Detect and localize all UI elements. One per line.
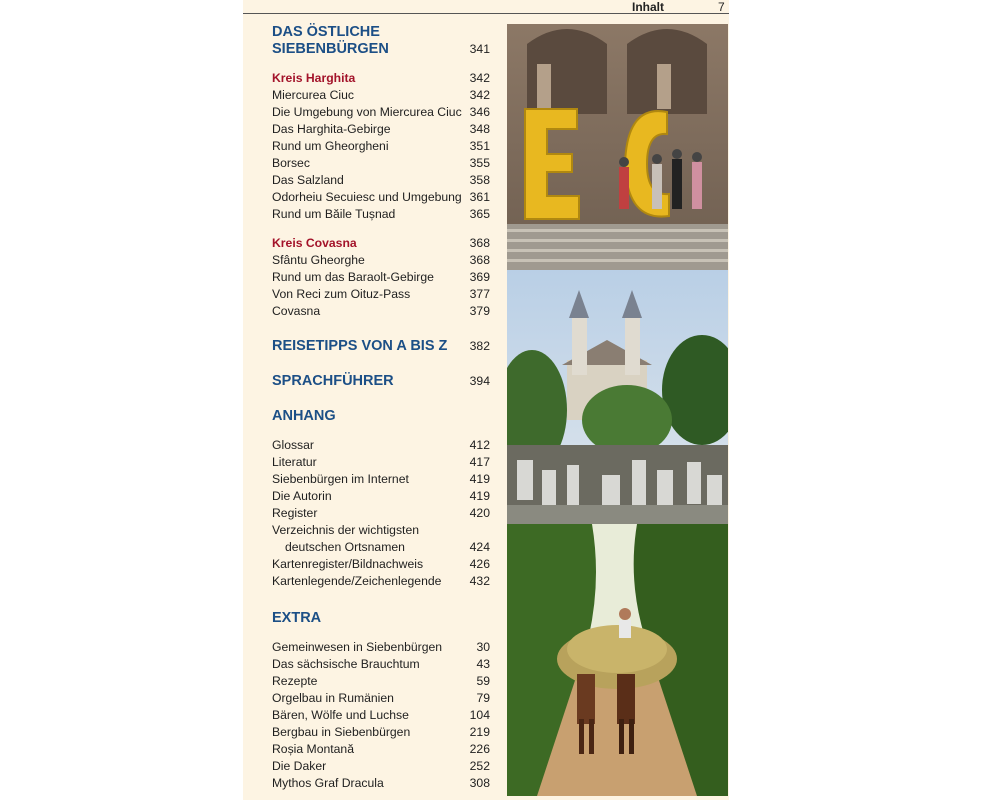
page-ref: 30 [476, 640, 490, 654]
entry-title: Siebenbürgen im Internet [272, 472, 409, 486]
toc-entry[interactable] [272, 189, 492, 206]
toc-entry[interactable] [272, 775, 492, 792]
page-ref: 382 [469, 339, 490, 353]
entry-title: Rund um das Baraolt-Gebirge [272, 270, 434, 284]
toc-entry[interactable] [272, 454, 492, 471]
toc-entry[interactable] [272, 690, 492, 707]
section-title[interactable] [272, 41, 492, 58]
toc-entry[interactable] [272, 724, 492, 741]
toc-entry[interactable] [272, 155, 492, 172]
entry-title: deutschen Ortsnamen [285, 540, 405, 554]
page-ref: 426 [469, 557, 490, 571]
toc-entry[interactable] [272, 505, 492, 522]
page-ref: 419 [469, 472, 490, 486]
page-ref: 361 [469, 190, 490, 204]
entry-title: Die Autorin [272, 489, 332, 503]
section-label: REISETIPPS VON A BIS Z [272, 338, 448, 354]
entry-title: Mythos Graf Dracula [272, 776, 384, 790]
toc-list-harghita [272, 87, 492, 223]
page-ref: 346 [469, 105, 490, 119]
toc-entry[interactable] [272, 121, 492, 138]
section-title[interactable] [272, 610, 492, 627]
toc-subsection[interactable] [272, 70, 492, 87]
section-title-line2: SIEBENBÜRGEN [272, 41, 389, 57]
toc-entry[interactable] [272, 104, 492, 121]
section-title-line1: DAS ÖSTLICHE [272, 24, 380, 40]
page-ref: 79 [476, 691, 490, 705]
toc-entry[interactable] [272, 741, 492, 758]
section-title[interactable] [272, 24, 492, 41]
entry-title: Register [272, 506, 318, 520]
page-ref: 351 [469, 139, 490, 153]
toc-entry[interactable] [272, 87, 492, 104]
section-label: EXTRA [272, 610, 322, 626]
page-ref: 358 [469, 173, 490, 187]
page-ref: 365 [469, 207, 490, 221]
page-ref: 355 [469, 156, 490, 170]
page-ref: 419 [469, 489, 490, 503]
entry-title: Sfântu Gheorghe [272, 253, 365, 267]
entry-title: Verzeichnis der wichtigsten [272, 523, 419, 537]
page-ref: 368 [469, 253, 490, 267]
page-ref: 432 [469, 574, 490, 588]
toc-entry[interactable] [272, 522, 492, 539]
page-ref: 342 [469, 71, 490, 85]
toc-entry[interactable] [272, 269, 492, 286]
running-header: Inhalt [632, 0, 664, 14]
entry-title: Literatur [272, 455, 317, 469]
entry-title: Bären, Wölfe und Luchse [272, 708, 409, 722]
entry-title: Orgelbau in Rumänien [272, 691, 394, 705]
entry-title: Von Reci zum Oituz-Pass [272, 287, 411, 301]
page-ref: 368 [469, 236, 490, 250]
table-of-contents [272, 24, 492, 792]
entry-title: Das Harghita-Gebirge [272, 122, 391, 136]
page-ref: 394 [469, 374, 490, 388]
photo-column [507, 24, 728, 796]
page-ref: 412 [469, 438, 490, 452]
entry-title: Gemeinwesen in Siebenbürgen [272, 640, 443, 654]
page-ref: 226 [469, 742, 490, 756]
section-title[interactable] [272, 373, 492, 390]
entry-title: Das sächsische Brauchtum [272, 657, 420, 671]
entry-title: Roșia Montană [272, 742, 354, 756]
page-ref: 348 [469, 122, 490, 136]
page-ref: 417 [469, 455, 490, 469]
toc-entry[interactable] [272, 252, 492, 269]
toc-subsection[interactable] [272, 235, 492, 252]
page-ref: 420 [469, 506, 490, 520]
section-title[interactable] [272, 338, 492, 355]
section-label: ANHANG [272, 408, 336, 424]
toc-list-anhang [272, 437, 492, 590]
entry-title: Das Salzland [272, 173, 344, 187]
toc-entry[interactable] [272, 639, 492, 656]
page-ref: 59 [476, 674, 490, 688]
entry-title: Rund um Gheorgheni [272, 139, 389, 153]
entry-title: Covasna [272, 304, 321, 318]
entry-title: Borsec [272, 156, 310, 170]
toc-entry[interactable] [272, 172, 492, 189]
page-ref: 341 [469, 42, 490, 56]
page-ref: 342 [469, 88, 490, 102]
page-ref: 104 [469, 708, 490, 722]
section-label: SPRACHFÜHRER [272, 373, 394, 389]
toc-entry[interactable] [272, 758, 492, 775]
entry-title: Glossar [272, 438, 314, 452]
page-ref: 219 [469, 725, 490, 739]
entry-title: Rund um Băile Tușnad [272, 207, 396, 221]
subsection-title: Kreis Covasna [272, 236, 357, 250]
entry-title: Die Umgebung von Miercurea Ciuc [272, 105, 462, 119]
page-number: 7 [718, 0, 725, 14]
toc-entry[interactable] [272, 286, 492, 303]
page-ref: 424 [469, 540, 490, 554]
page-ref: 369 [469, 270, 490, 284]
entry-title: Bergbau in Siebenbürgen [272, 725, 411, 739]
page-ref: 377 [469, 287, 490, 301]
toc-entry[interactable] [272, 573, 492, 590]
photo-church [507, 270, 728, 524]
toc-entry[interactable] [272, 673, 492, 690]
entry-title: Kartenregister/Bildnachweis [272, 557, 424, 571]
page-ref: 43 [476, 657, 490, 671]
toc-entry[interactable] [272, 138, 492, 155]
entry-title: Rezepte [272, 674, 318, 688]
toc-list-covasna [272, 252, 492, 320]
toc-entry[interactable] [272, 488, 492, 505]
toc-entry[interactable] [272, 556, 492, 573]
page-ref: 252 [469, 759, 490, 773]
toc-entry[interactable] [272, 707, 492, 724]
photo-letters [507, 24, 728, 270]
page-ref: 308 [469, 776, 490, 790]
photo-haycart [507, 524, 728, 796]
toc-entry[interactable] [272, 437, 492, 454]
toc-list-extra [272, 639, 492, 792]
toc-entry[interactable] [272, 206, 492, 223]
entry-title: Miercurea Ciuc [272, 88, 354, 102]
subsection-title: Kreis Harghita [272, 71, 356, 85]
toc-entry[interactable] [272, 656, 492, 673]
toc-entry[interactable] [272, 471, 492, 488]
section-title[interactable] [272, 408, 492, 425]
toc-entry[interactable] [272, 539, 492, 556]
entry-title: Die Daker [272, 759, 327, 773]
entry-title: Kartenlegende/Zeichenlegende [272, 574, 442, 588]
page-ref: 379 [469, 304, 490, 318]
entry-title: Odorheiu Secuiesc und Umgebung [272, 190, 462, 204]
toc-entry[interactable] [272, 303, 492, 320]
